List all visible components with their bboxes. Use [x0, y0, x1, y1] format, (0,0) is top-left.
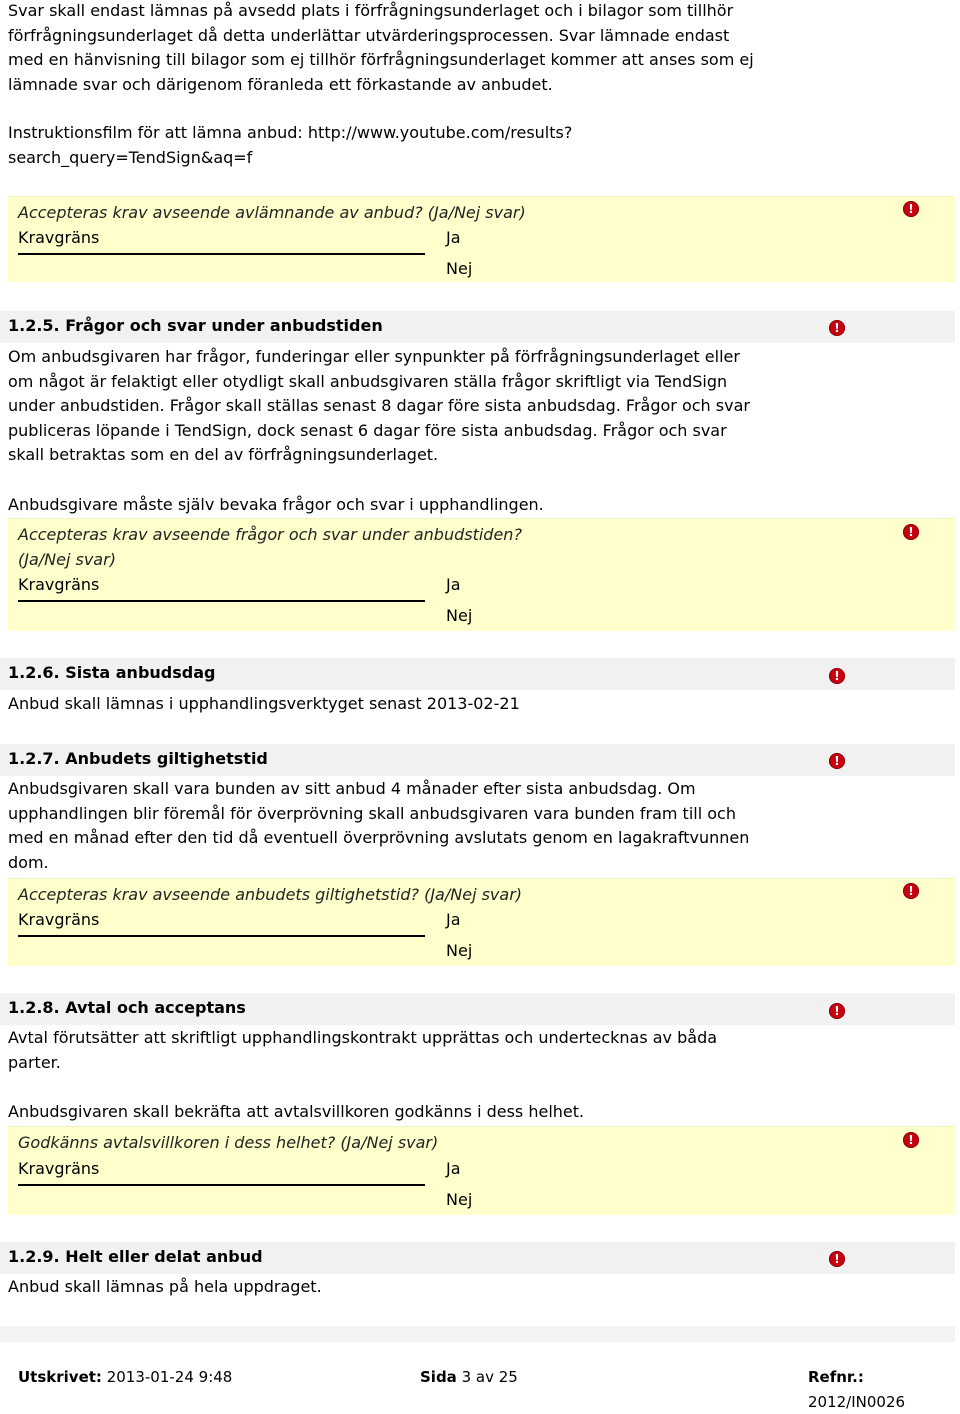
text-line: Accepteras krav avseende avlämnande av anbud? (Ja/Nej svar) — [18, 203, 526, 222]
requirement-box — [8, 878, 955, 966]
text-line: Instruktionsfilm för att lämna anbud: http://www.youtube.com/results? — [8, 123, 573, 142]
text-line: parter. — [8, 1052, 61, 1072]
section-heading-bar — [0, 993, 955, 1025]
requirement-question — [18, 883, 522, 908]
alert-icon: ! — [829, 753, 845, 769]
text-line: Anbud skall lämnas på hela uppdraget. — [8, 1277, 322, 1296]
text-line: (Ja/Nej svar) — [18, 549, 116, 569]
text-line: Anbud skall lämnas i upphandlingsverktyget senast 2013-02-21 — [8, 694, 520, 713]
text-line: med en hänvisning till bilagor som ej tillhör förfrågningsunderlaget kommer att anses som ej — [8, 50, 754, 69]
requirement-question — [18, 201, 526, 226]
text-line: Svar skall endast lämnas på avsedd plats i förfrågningsunderlaget och i bilagor som tillhör — [8, 1, 734, 20]
text-line: dom. — [8, 852, 49, 872]
section-paragraph — [0, 1100, 592, 1125]
option-nej[interactable]: Nej — [446, 941, 473, 960]
section-heading: 1.2.9. Helt eller delat anbud — [8, 1247, 263, 1266]
printed-date: Utskrivet: 2013-01-24 9:48 — [18, 1368, 233, 1386]
text-line: search_query=TendSign&aq=f — [8, 147, 253, 167]
requirement-box — [8, 518, 955, 631]
section-paragraph — [0, 692, 528, 717]
section-heading: 1.2.5. Frågor och svar under anbudstiden — [8, 316, 383, 335]
answer-line — [18, 253, 425, 255]
option-ja[interactable]: Ja — [446, 228, 461, 247]
text-line: upphandlingen blir föremål för överprövning skall anbudsgivaren vara bunden fram till och — [8, 803, 736, 823]
text-line: Avtal förutsätter att skriftligt upphandlingskontrakt upprättas och undertecknas av båda — [8, 1028, 718, 1047]
answer-line — [18, 600, 425, 602]
reference-number: Refnr.: 2012/IN0026 — [808, 1368, 906, 1411]
text-line: lämnade svar och därigenom föranleda ett förkastande av anbudet. — [8, 74, 553, 94]
answer-line — [18, 1184, 425, 1186]
text-line: Anbudsgivaren skall bekräfta att avtalsvillkoren godkänns i dess helhet. — [8, 1102, 585, 1121]
text-line: Anbudsgivare måste själv bevaka frågor och svar i upphandlingen. — [8, 495, 544, 514]
section-paragraph — [0, 1275, 330, 1300]
section-paragraph — [0, 493, 552, 518]
answer-line — [18, 935, 425, 937]
section-heading: 1.2.6. Sista anbudsdag — [8, 663, 216, 682]
option-ja[interactable]: Ja — [446, 910, 461, 929]
alert-icon: ! — [903, 1132, 919, 1148]
page-number: Sida 3 av 25 — [420, 1368, 518, 1386]
text-line: om något är felaktigt eller otydligt skall anbudsgivaren ställa frågor skriftligt via TendSign — [8, 371, 728, 391]
text-line: Accepteras krav avseende anbudets giltighetstid? (Ja/Nej svar) — [18, 885, 523, 904]
kravgrans-label: Kravgräns — [18, 910, 100, 929]
text-line: under anbudstiden. Frågor skall ställas senast 8 dagar före sista anbudsdag. Frågor och svar — [8, 396, 750, 415]
text-line: skall betraktas som en del av förfrågningsunderlaget. — [8, 445, 439, 464]
option-nej[interactable]: Nej — [446, 1190, 473, 1209]
alert-icon: ! — [903, 883, 919, 899]
option-nej[interactable]: Nej — [446, 606, 473, 625]
option-ja[interactable]: Ja — [446, 1159, 461, 1178]
section-heading-bar — [0, 311, 955, 343]
text-line: Anbudsgivaren skall vara bunden av sitt anbud 4 månader efter sista anbudsdag. Om — [8, 779, 696, 798]
section-heading: 1.2.7. Anbudets giltighetstid — [8, 749, 268, 768]
requirement-box — [8, 1126, 955, 1215]
kravgrans-label: Kravgräns — [18, 228, 100, 247]
text-line: förfrågningsunderlaget då detta underlättar utvärderingsprocessen. Svar lämnade endast — [8, 25, 730, 45]
alert-icon: ! — [829, 320, 845, 336]
alert-icon: ! — [903, 524, 919, 540]
section-heading-bar — [0, 658, 955, 690]
section-heading: 1.2.8. Avtal och acceptans — [8, 998, 246, 1017]
intro-paragraph — [0, 0, 762, 97]
text-line: Godkänns avtalsvillkoren i dess helhet? (Ja/Nej svar) — [18, 1133, 439, 1152]
alert-icon: ! — [903, 201, 919, 217]
instruction-paragraph — [0, 121, 580, 170]
kravgrans-label: Kravgräns — [18, 1159, 100, 1178]
text-line: publiceras löpande i TendSign, dock senast 6 dagar före sista anbudsdag. Frågor och svar — [8, 420, 727, 440]
option-nej[interactable]: Nej — [446, 259, 473, 278]
section-paragraph — [0, 345, 758, 468]
text-line: Om anbudsgivaren har frågor, funderingar eller synpunkter på förfrågningsunderlaget eller — [8, 347, 740, 366]
option-ja[interactable]: Ja — [446, 575, 461, 594]
requirement-question — [18, 523, 522, 572]
section-heading-bar — [0, 1242, 955, 1274]
text-line: med en månad efter den tid då eventuell överprövning avslutats genom en lagakraftvunnen — [8, 828, 750, 847]
alert-icon: ! — [829, 1003, 845, 1019]
requirement-box — [8, 196, 955, 282]
text-line: Accepteras krav avseende frågor och svar under anbudstiden? — [18, 525, 522, 544]
requirement-question — [18, 1131, 438, 1156]
section-paragraph — [0, 777, 757, 875]
alert-icon: ! — [829, 1251, 845, 1267]
alert-icon: ! — [829, 668, 845, 684]
section-heading-bar — [0, 744, 955, 776]
page-footer — [0, 1326, 955, 1411]
section-paragraph — [0, 1026, 725, 1075]
kravgrans-label: Kravgräns — [18, 575, 100, 594]
